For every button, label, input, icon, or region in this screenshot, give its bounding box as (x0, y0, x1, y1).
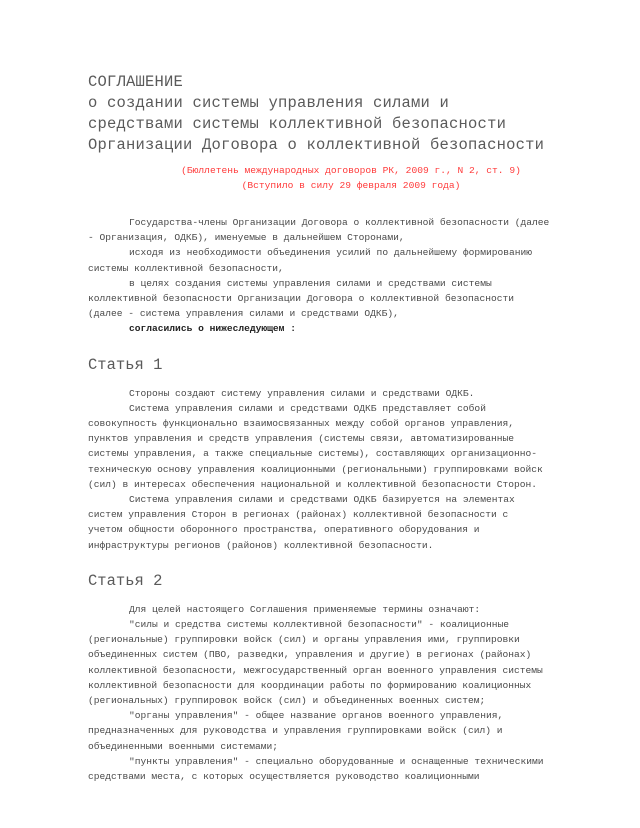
article-1-body (88, 386, 608, 553)
article-line: совокупность функционально взаимосвязанных между собой органов управления, (88, 418, 515, 430)
preamble-line: - Организация, ОДКБ), именуемые в дальнейшем Сторонами, (88, 232, 405, 244)
article-line: Система управления силами и средствами ОДКБ представляет собой (129, 402, 486, 414)
title-line: средствами системы коллективной безопасности (88, 115, 507, 133)
preamble-line: в целях создания системы управления силами и средствами системы (129, 277, 492, 289)
document-title (88, 72, 608, 156)
article-line: пунктов управления и средств управления (системы связи, автоматизированные (88, 433, 515, 445)
title-line: Организации Договора о коллективной безопасности (88, 136, 545, 154)
preamble-line: системы коллективной безопасности, (88, 262, 284, 274)
title-line: СОГЛАШЕНИЕ (88, 73, 184, 91)
article-line: "органы управления" - общее название органов военного управления, (129, 710, 504, 722)
article-line: (сил) в интересах обеспечения национальной и коллективной безопасности Сторон. (88, 478, 538, 490)
article-line: объединенными военными системами; (88, 740, 278, 752)
title-line: о создании системы управления силами и (88, 94, 450, 112)
article-line: объединенных систем (ПВО, разведки, управления и другие) в регионах (районах) (88, 649, 532, 661)
article-line: коллективной безопасности для координации работы по формированию коалиционных (88, 679, 532, 691)
article-line: системы управления, а также специальные системы), составляющих организационно- (88, 448, 538, 460)
article-line: инфраструктуры регионов (районов) коллективной безопасности. (88, 539, 434, 551)
article-line: Система управления силами и средствами ОДКБ базируется на элементах (129, 494, 515, 506)
publication-source: (Бюллетень международных договоров РК, 2009 г., N 2, ст. 9) (181, 165, 521, 176)
article-line: "пункты управления" - специально оборудованные и оснащенные техническими (129, 755, 544, 767)
preamble-line: коллективной безопасности Организации Договора о коллективной безопасности (88, 293, 515, 305)
article-line: "силы и средства системы коллективной безопасности" - коалиционные (129, 619, 509, 631)
document-page (88, 72, 608, 784)
article-line: учетом общности оборонного пространства, оперативного оборудования и (88, 524, 480, 536)
article-line: (региональные) группировки войск (сил) и органы управления ими, группировки (88, 634, 520, 646)
publication-info (88, 163, 608, 193)
preamble (88, 215, 608, 337)
preamble-line: Государства-члены Организации Договора о коллективной безопасности (далее (129, 217, 550, 228)
preamble-line: исходя из необходимости объединения усилий по дальнейшему формированию (129, 247, 533, 259)
agreed-clause: согласились о нижеследующем : (129, 323, 296, 335)
article-line: коллективной безопасности, межгосударственный орган военного управления системы (88, 664, 543, 676)
article-line: (региональных) группировок войск (сил) и объединенных военных систем; (88, 695, 486, 707)
article-line: Стороны создают систему управления силами и средствами ОДКБ. (129, 387, 475, 399)
article-line: предназначенных для руководства и управления группировками войск (сил) и (88, 725, 503, 737)
article-1-heading: Статья 1 (88, 355, 163, 374)
article-2-body (88, 602, 608, 784)
article-line: техническую основу управления коалиционными (региональными) группировками войск (88, 463, 543, 475)
preamble-line: (далее - система управления силами и средствами ОДКБ), (88, 308, 399, 320)
effective-date: (Вступило в силу 29 февраля 2009 года) (241, 180, 461, 191)
article-line: Для целей настоящего Соглашения применяемые термины означают: (129, 603, 481, 615)
article-line: систем управления Сторон в регионах (районах) коллективной безопасности с (88, 509, 509, 521)
article-line: средствами места, с которых осуществляется руководство коалиционными (88, 771, 480, 783)
article-2-heading: Статья 2 (88, 571, 163, 590)
